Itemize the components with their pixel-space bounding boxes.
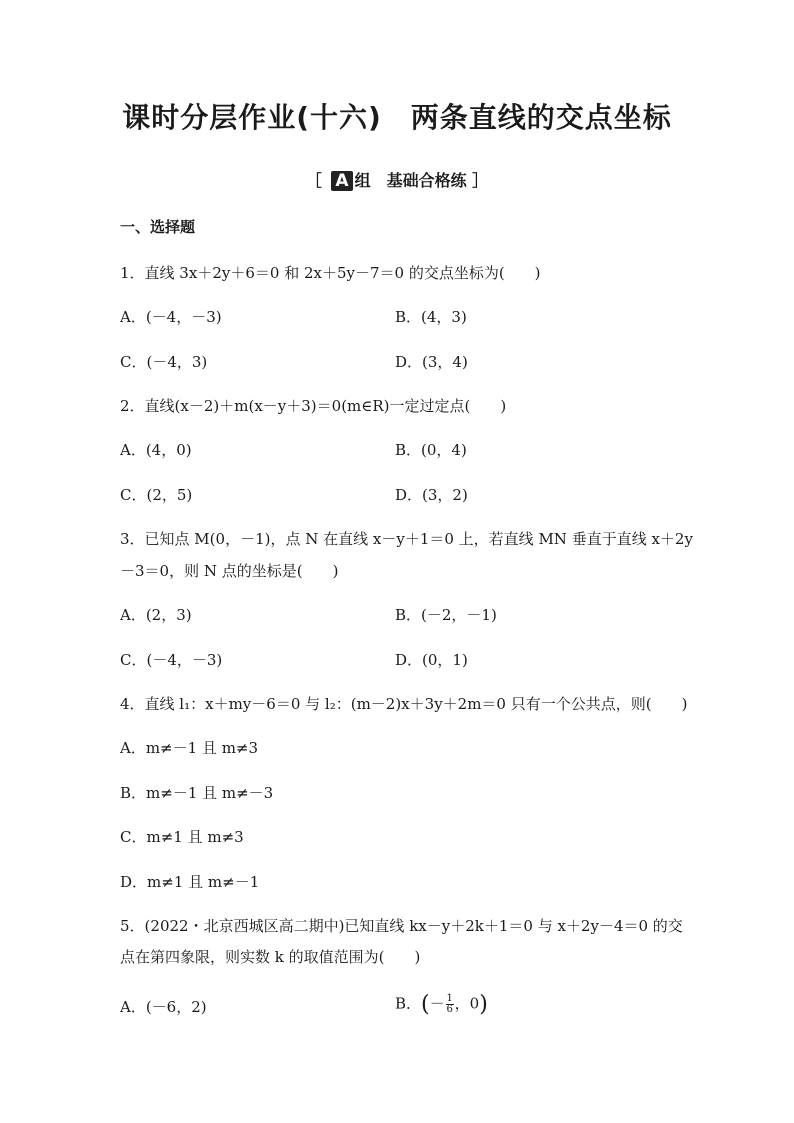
question-3-option-c: C．(－4，－3) bbox=[120, 651, 223, 669]
question-3-stem-cont: －3＝0，则 N 点的坐标是( ) bbox=[120, 562, 339, 580]
question-5-option-a: A．(－6，2) bbox=[120, 998, 207, 1016]
group-header bbox=[0, 168, 794, 191]
page-title: 课时分层作业(十六) 两条直线的交点坐标 bbox=[122, 101, 672, 134]
question-1-option-b: B．(4，3) bbox=[395, 308, 467, 326]
question-1-option-c: C．(－4，3) bbox=[120, 353, 208, 371]
question-1-option-d: D．(3，4) bbox=[395, 353, 468, 371]
question-5-option-b-letter: B． bbox=[395, 994, 422, 1013]
group-letter-badge: A bbox=[331, 171, 352, 191]
question-4-option-d: D．m≠1 且 m≠－1 bbox=[120, 873, 260, 891]
section-heading: 一、选择题 bbox=[120, 218, 196, 236]
fraction-denominator: 6 bbox=[446, 1004, 453, 1015]
fraction-tail: ，0 bbox=[454, 994, 480, 1013]
question-2-option-b: B．(0，4) bbox=[395, 441, 467, 459]
question-2-stem: 2．直线(x－2)＋m(x－y＋3)＝0(m∈R)一定过定点( ) bbox=[120, 397, 507, 415]
fraction-one-sixth bbox=[446, 994, 454, 1015]
question-4-stem: 4．直线 l₁：x＋my－6＝0 与 l₂：(m－2)x＋3y＋2m＝0 只有一个公共点，则( ) bbox=[120, 695, 688, 713]
fraction-minus: － bbox=[429, 994, 445, 1013]
group-suffix: 组 bbox=[354, 171, 371, 190]
bracket-right: ］ bbox=[472, 171, 489, 190]
fraction-numerator: 1 bbox=[446, 993, 453, 1004]
question-1-option-a: A．(－4，－3) bbox=[120, 308, 222, 326]
question-2-option-d: D．(3，2) bbox=[395, 486, 468, 504]
question-3-option-d: D．(0，1) bbox=[395, 651, 468, 669]
question-4-option-c: C．m≠1 且 m≠3 bbox=[120, 828, 244, 846]
question-2-option-a: A．(4，0) bbox=[120, 441, 192, 459]
question-2-option-c: C．(2，5) bbox=[120, 486, 193, 504]
question-5-stem: 5．(2022・北京西城区高二期中)已知直线 kx－y＋2k＋1＝0 与 x＋2y－4＝0 的交 bbox=[120, 917, 683, 935]
group-name: 基础合格练 bbox=[386, 171, 467, 190]
question-3-stem: 3．已知点 M(0，－1)，点 N 在直线 x－y＋1＝0 上，若直线 MN 垂直于直线 x＋2y bbox=[120, 530, 693, 548]
question-4-option-a: A．m≠－1 且 m≠3 bbox=[120, 739, 259, 757]
question-3-option-b: B．(－2，－1) bbox=[395, 606, 497, 624]
question-3-option-a: A．(2，3) bbox=[120, 606, 192, 624]
bracket-left: ［ bbox=[305, 171, 322, 190]
question-4-option-b: B．m≠－1 且 m≠－3 bbox=[120, 784, 274, 802]
question-1-stem: 1．直线 3x＋2y＋6＝0 和 2x＋5y－7＝0 的交点坐标为( ) bbox=[120, 264, 541, 282]
question-5-stem-cont: 点在第四象限，则实数 k 的取值范围为( ) bbox=[120, 948, 421, 966]
question-5-option-b: B．(－ $\frac{1}{6}$ ，0) bbox=[395, 992, 488, 1017]
